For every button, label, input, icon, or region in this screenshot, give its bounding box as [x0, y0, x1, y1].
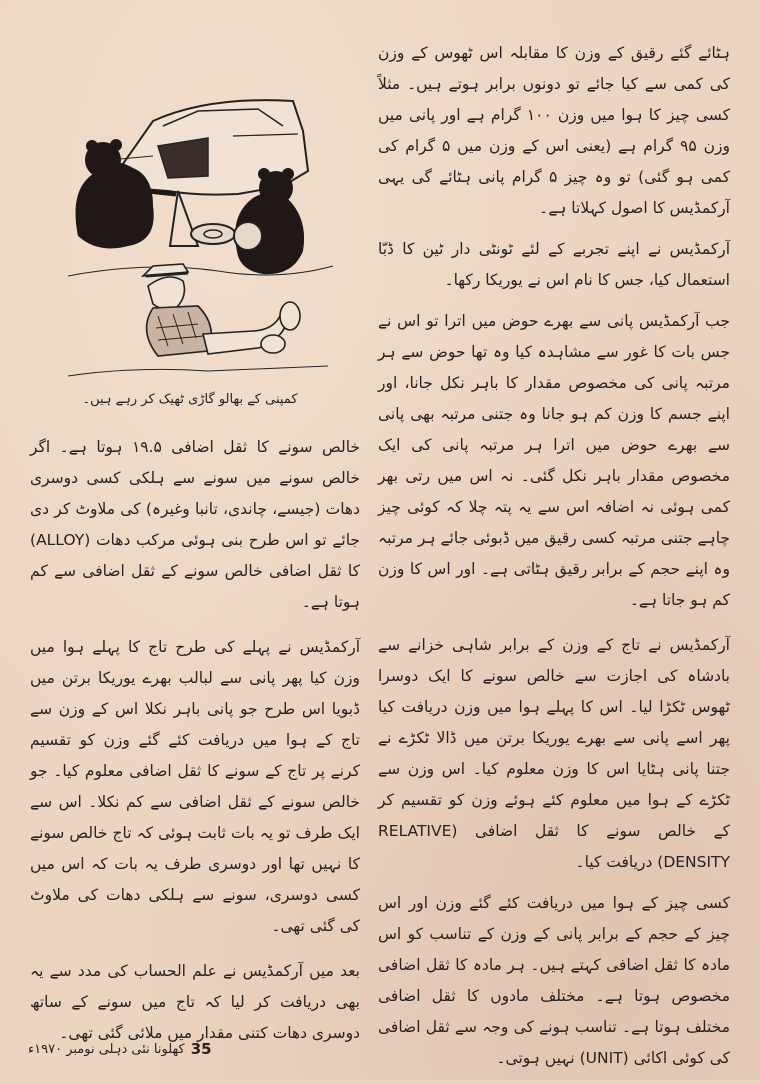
paragraph: کسی چیز کے ہوا میں دریافت کئے گئے وزن اور اس چیز کے حجم کے برابر پانی کے وزن کے تناسب کو اس مادہ کا ثقل اضافی کہتے ہیں۔ ہر مادہ کا ثقل اضافی مخصوص ہوتا ہے۔ مختلف مادوں کا ثقل اضافی مختلف ہوتا ہے۔ تناسب ہونے کی وجہ سے ثقل اضافی کی کوئی اکائی (UNIT) نہیں ہوتی۔ [378, 894, 730, 1067]
paragraph: ہٹائے گئے رقیق کے وزن کا مقابلہ اس ٹھوس کے وزن کی کمی سے کیا جائے تو دونوں برابر ہوتے ہیں۔ مثلاً کسی چیز کا ہوا میں وزن ۱۰۰ گرام ہے اور پانی میں وزن ۹۵ گرام ہے (یعنی اس کے وزن میں ۵ گرام کی کمی ہو گئی) تو وہ چیز ۵ گرام پانی ہٹائے گی یہی آرکمڈیس کا اصول کہلاتا ہے۔ [378, 44, 731, 217]
left-column [30, 432, 360, 1059]
paragraph: بعد میں آرکمڈیس نے علم الحساب کی مدد سے یہ بھی دریافت کر لیا کہ تاج میں سونے کے ساتھ دوسری دھات کتنی مقدار میں ملائی گئی تھی۔ [30, 962, 360, 1042]
paragraph: آرکمڈیس نے اپنے تجربے کے لئے ٹونٹی دار ٹین کا ڈبّا استعمال کیا، جس کا نام اس نے یوریکا رکھا۔ [378, 240, 730, 289]
page-number: 35 [190, 1040, 212, 1058]
paragraph: آرکمڈیس نے تاج کے وزن کے برابر شاہی خزانے سے بادشاہ کی اجازت سے خالص سونے کا ایک دوسرا ٹھوس ٹکڑا لیا۔ اس کا پہلے ہوا میں وزن دریافت کیا پھر اسے پانی سے بھرے یوریکا برتن میں ڈالا ٹکڑے نے جتنا پانی ہٹایا اس کا وزن معلوم کیا۔ اس وزن سے ٹکڑے کے ہوا میں معلوم کئے ہوئے وزن کو تقسیم کر کے خالص سونے کا ثقل اضافی (RELATIVE DENSITY) دریافت کیا۔ [378, 636, 730, 871]
right-column [378, 38, 730, 1084]
paragraph: جب آرکمڈیس پانی سے بھرے حوض میں اترا تو اس نے جس بات کا غور سے مشاہدہ کیا وہ تھا حوض سے ہر مرتبہ پانی کی مخصوص مقدار کا باہر نکل جانا، اور اپنے جسم کا وزن کم ہو جانا وہ جتنی مرتبہ بھی پانی سے بھرے حوض میں اترا ہر مرتبہ پانی کی ایک مخصوص مقدار باہر نکل گئی۔ نہ اس میں رتی بھر کمی ہوئی نہ اضافہ اس سے یہ پتہ چلا کہ کوئی چیز چاہے جتنی مرتبہ کسی رقیق میں ڈبوئی جائے ہر مرتبہ وہ اپنے حجم کے برابر رقیق ہٹاتی ہے۔ اور اس کا وزن کم ہو جاتا ہے۔ [378, 312, 730, 609]
bears-fixing-car-illustration [58, 76, 338, 386]
paragraph: آرکمڈیس نے پہلے کی طرح تاج کا پہلے ہوا میں وزن کیا پھر پانی سے لبالب بھرے یوریکا برتن میں ڈبویا اس طرح جو پانی باہر نکلا اس کے وزن سے تاج کے ہوا میں دریافت کئے گئے وزن کو تقسیم کرنے پر تاج کے سونے کا ثقل اضافی معلوم کیا۔ جو خالص سونے کے ثقل اضافی سے کم نکلا۔ اس سے ایک طرف تو یہ بات ثابت ہوئی کہ تاج خالص سونے کا نہیں تھا اور دوسری طرف یہ بات کہ اس میں کسی دوسری، سونے سے ہلکی دھات کی ملاوٹ کی گئی تھی۔ [30, 638, 360, 935]
paragraph: خالص سونے کا ثقل اضافی ۱۹.۵ ہوتا ہے۔ اگر خالص سونے میں سونے سے ہلکی کسی دوسری دھات (جیسے، چاندی، تانبا وغیرہ) کی ملاوٹ کر دی جائے تو اس طرح بنی ہوئی مرکب دھات (ALLOY) کا ثقل اضافی خالص سونے کے ثقل اضافی سے کم ہوتا ہے۔ [30, 438, 360, 611]
publication-line: کھلونا نئی دہلی نومبر ۱۹۷۰ء [28, 1041, 185, 1057]
page-footer [28, 1040, 212, 1058]
illustration-caption: کمپنی کے بھالو گاڑی ٹھیک کر رہے ہیں۔ [82, 392, 298, 407]
